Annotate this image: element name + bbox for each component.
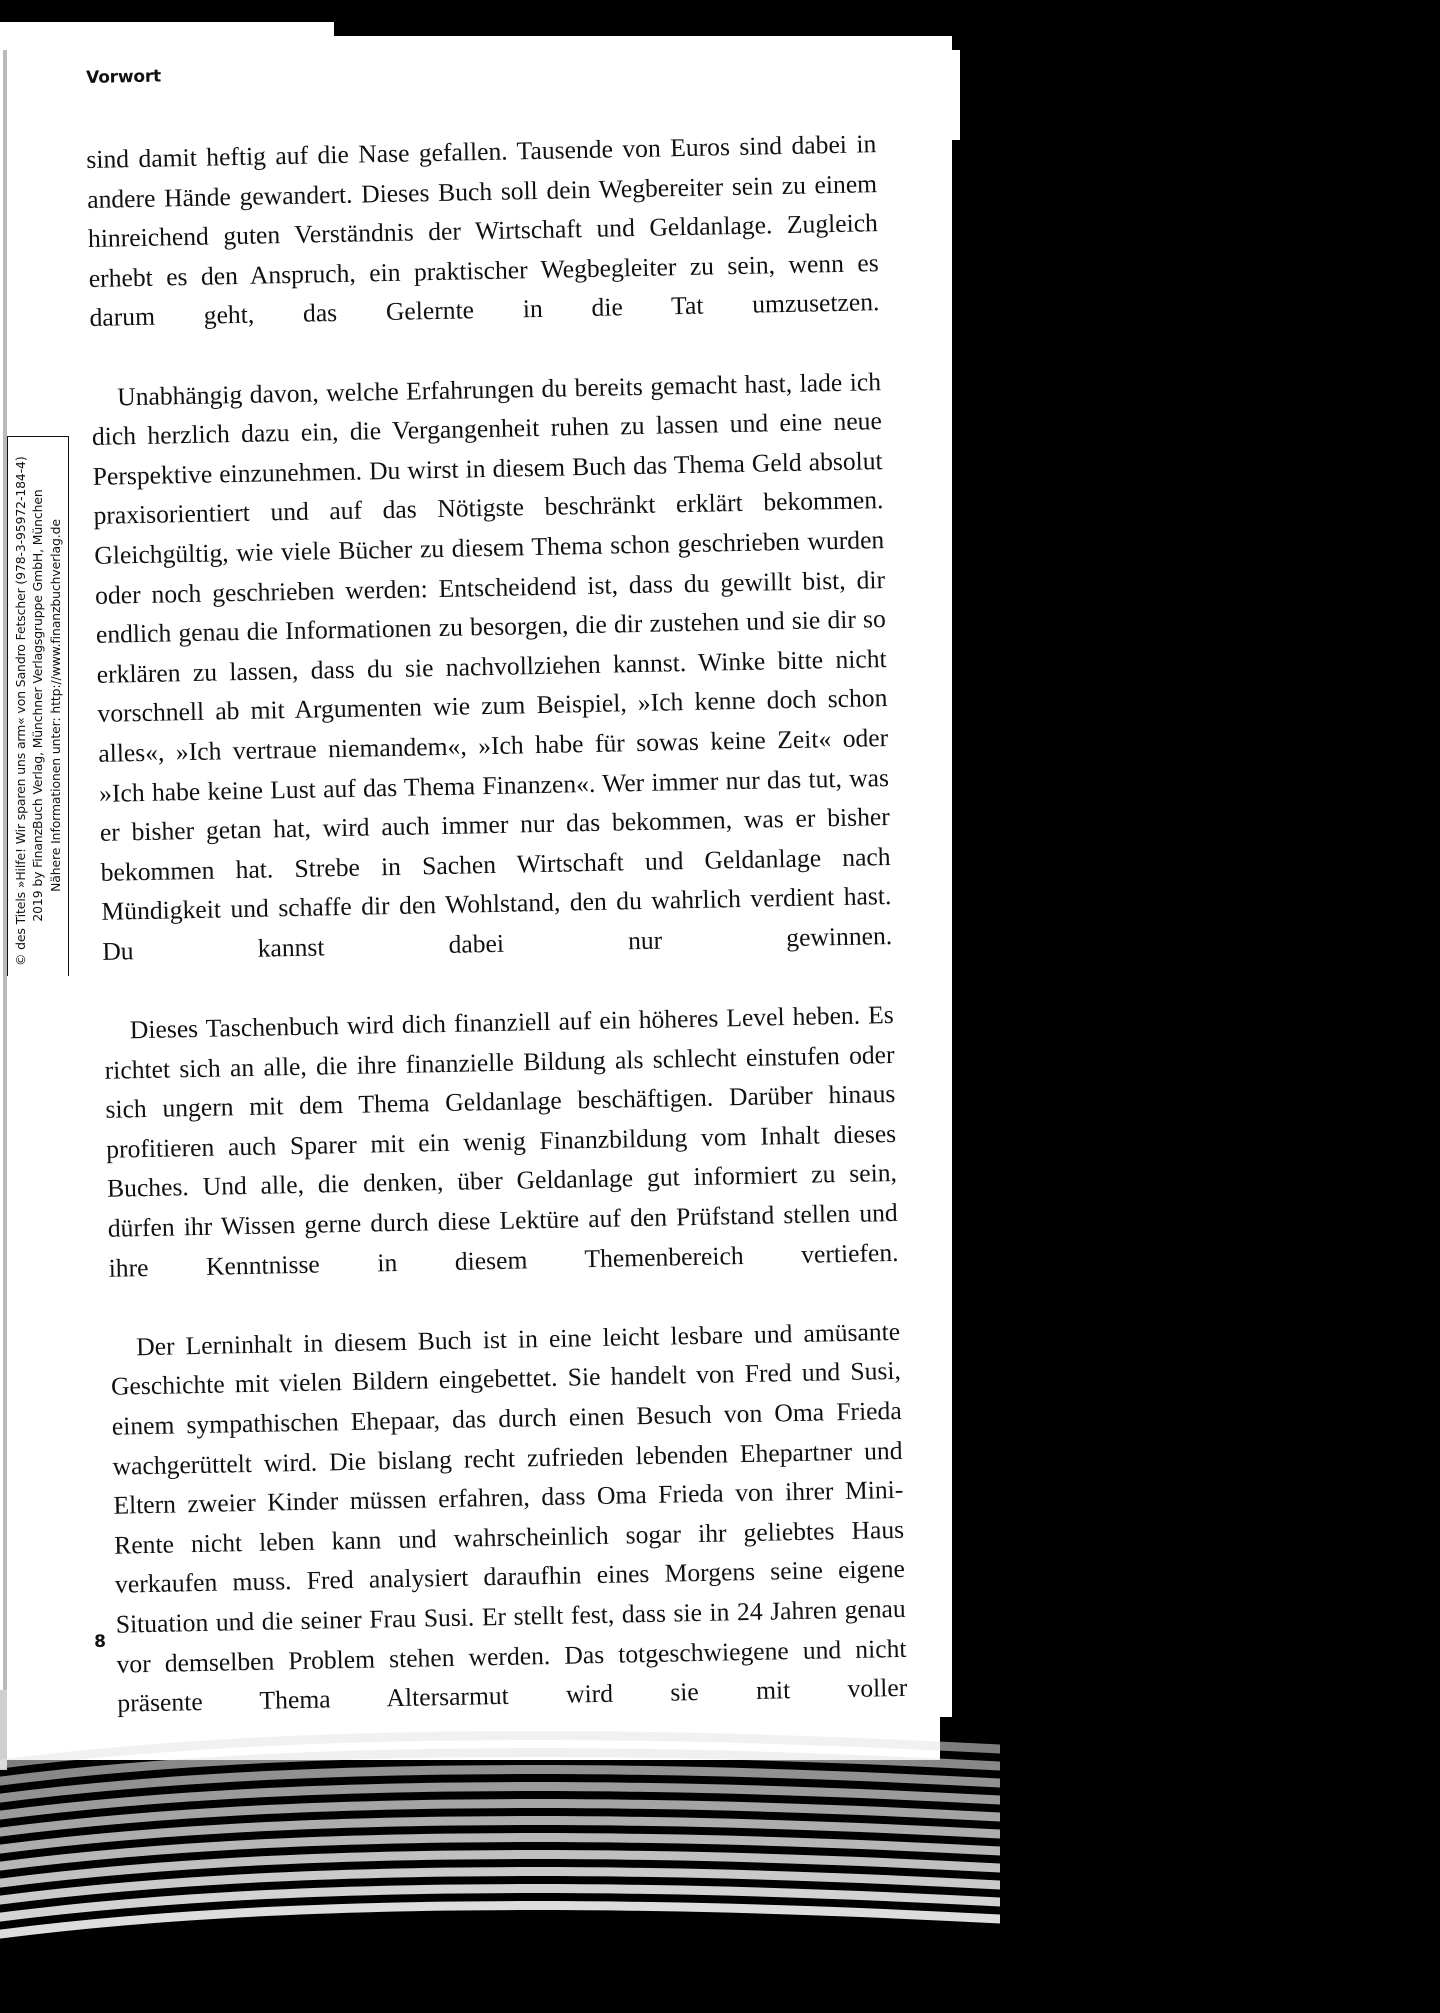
- body-paragraph: Unabhängig davon, welche Erfahrungen du bereits gemacht hast, lade ich dich herzlich dazu ein, die Vergangenheit ruhen zu lassen und eine neue Perspektive einzunehmen. Du wirst in diesem Buch das Thema Geld absolut praxisorientiert und auf das Nötigste beschränkt erklärt bekommen. Gleichgültig, wie viele Bücher zu diesem Thema schon geschrieben wurden oder noch geschrieben werden: Entscheidend ist, dass du gewillt bist, dir endlich genau die Informationen zu besorgen, die dir zustehen und sie dir so erklären zu lassen, dass du sie nachvollziehen kannst. Winke bitte nicht vorschnell ab mit Argumenten wie zum Beispiel, »Ich kenne doch schon alles«, »Ich vertraue niemandem«, »Ich habe für sowas keine Zeit« oder »Ich habe keine Lust auf das Thema Finanzen«. Wer immer nur das tut, was er bisher getan hat, wird auch immer nur das bekommen, was er bisher bekommen hat. Strebe in Sachen Wirtschaft und Geldanlage nach Mündigkeit und schaffe dir den Wohlstand, den du wahrlich verdient hast. Du kannst dabei nur gewinnen.: [91, 366, 893, 966]
- page-edge-stripe-band: [0, 1715, 1000, 2013]
- page-edge-stripes-svg: [0, 1715, 1000, 2013]
- copyright-line-2: 2019 by FinanzBuch Verlag, Münchner Verlagsgruppe GmbH, München: [30, 489, 46, 922]
- copyright-line-3: Nähere Informationen unter: http://www.finanzbuchverlag.de: [47, 519, 63, 892]
- body-paragraph: Dieses Taschenbuch wird dich finanziell auf ein höheres Level heben. Es richtet sich an alle, die ihre finanzielle Bildung als schlecht einstufen oder sich ungern mit dem Thema Geldanlage beschäftigen. Darüber hinaus profitieren auch Sparer mit ein wenig Finanzbildung vom Inhalt dieses Buches. Und alle, die denken, über Geldanlage gut informiert zu sein, dürfen ihr Wissen gerne durch diese Lektüre auf den Prüfstand stellen und ihre Kenntnisse in diesem Themenbereich vertiefen.: [104, 1000, 899, 1283]
- body-paragraph: Der Lerninhalt in diesem Buch ist in eine leicht lesbare und amüsante Geschichte mit vielen Bildern eingebettet. Sie handelt von Fred und Susi, einem sympathischen Ehepaar, das durch einen Besuch von Oma Frieda wachgerüttelt wird. Die bislang recht zufrieden lebenden Ehepartner und Eltern zweier Kinder müssen erfahren, dass Oma Frieda von ihrer Mini-Rente nicht leben kann und wahrscheinlich sogar ihr geliebtes Haus verkaufen muss. Fred analysiert daraufhin eines Morgens seine eigene Situation und die seiner Frau Susi. Er stellt fest, dass sie in 24 Jahren genau vor demselben Problem stehen werden. Das totgeschwiegene und nicht präsente Thema Altersarmut wird sie mit voller: [110, 1316, 908, 1718]
- page-sheet-right-step: [886, 130, 916, 430]
- body-text-column: [86, 124, 908, 1763]
- body-paragraph: sind damit heftig auf die Nase gefallen. Tausende von Euros sind dabei in andere Hände gewandert. Dieses Buch soll dein Wegbereiter sein zu einem hinreichend guten Verständnis der Wirtschaft und Geldanlage. Zugleich erhebt es den Anspruch, ein praktischer Wegbegleiter zu sein, wenn es darum geht, das Gelernte in die Tat umzusetzen.: [86, 129, 880, 333]
- page-sheet-top-left-strip: [0, 22, 334, 48]
- copyright-notice-box: [7, 436, 69, 976]
- copyright-line-1: © des Titels »Hilfe! Wir sparen uns arm« von Sandro Fetscher (978-3-95972-184-4): [13, 456, 29, 966]
- page-sheet-top-right-step: [886, 50, 960, 140]
- running-head: Vorwort: [86, 66, 162, 88]
- page-number: 8: [94, 1631, 107, 1652]
